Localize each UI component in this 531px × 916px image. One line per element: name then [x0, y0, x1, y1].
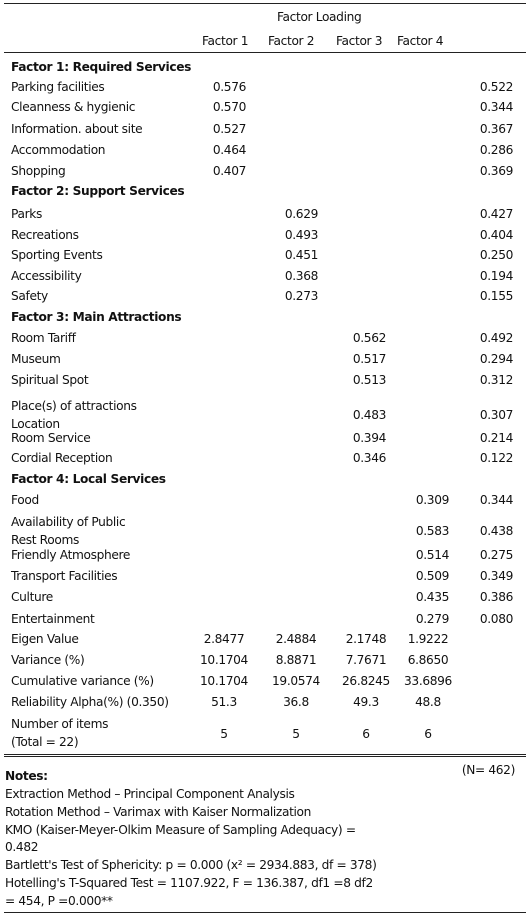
- summary-value: 6: [362, 727, 370, 741]
- notes-line: Hotelling's T-Squared Test = 1107.922, F = 136.387, df1 =8 df2: [5, 876, 373, 890]
- notes-line: KMO (Kaiser-Meyer-Olkim Measure of Sampling Adequacy) =: [5, 823, 356, 837]
- row-label: Information. about site: [11, 122, 143, 136]
- summary-value: 6.8650: [407, 653, 449, 667]
- loading-cell: 0.493: [284, 228, 318, 242]
- summary-value: 48.8: [415, 695, 441, 709]
- communality-cell: 0.349: [479, 569, 513, 583]
- notes-line: = 454, P =0.000**: [5, 894, 113, 908]
- summary-label: Eigen Value: [11, 632, 79, 646]
- communality-cell: 0.344: [479, 493, 513, 507]
- summary-label: Number of items: [11, 717, 109, 731]
- loading-cell: 0.368: [284, 269, 318, 283]
- row-label: Cleanness & hygienic: [11, 100, 136, 114]
- notes-line: Rotation Method – Varimax with Kaiser Normalization: [5, 805, 312, 819]
- summary-value: 19.0574: [272, 674, 320, 688]
- header-rule: [4, 52, 526, 53]
- loading-cell: 0.629: [284, 207, 318, 221]
- summary-value: 2.8477: [203, 632, 245, 646]
- column-header-factor-1: Factor 1: [202, 34, 249, 48]
- loading-cell: 0.514: [415, 548, 449, 562]
- summary-value: 2.4884: [275, 632, 317, 646]
- row-label: Shopping: [11, 164, 66, 178]
- communality-cell: 0.522: [479, 80, 513, 94]
- row-label: Sporting Events: [11, 248, 103, 262]
- summary-value: 36.8: [283, 695, 309, 709]
- communality-cell: 0.438: [479, 524, 513, 538]
- communality-cell: 0.307: [479, 408, 513, 422]
- section-title: Factor 2: Support Services: [11, 184, 185, 198]
- summary-label: Variance (%): [11, 653, 85, 667]
- summary-value: 51.3: [211, 695, 237, 709]
- section-title: Factor 1: Required Services: [11, 60, 192, 74]
- communality-cell: 0.294: [479, 352, 513, 366]
- notes-line: Extraction Method – Principal Component Analysis: [5, 787, 295, 801]
- row-label: Food: [11, 493, 39, 507]
- table-bottom-rule: [4, 754, 526, 755]
- loading-cell: 0.570: [212, 100, 246, 114]
- notes-line: Bartlett's Test of Sphericity: p = 0.000 (x² = 2934.883, df = 378): [5, 858, 377, 872]
- row-label: Cordial Reception: [11, 451, 113, 465]
- communality-cell: 0.080: [479, 612, 513, 626]
- row-label: Location: [11, 417, 60, 431]
- summary-value: 33.6896: [404, 674, 452, 688]
- row-label: Parks: [11, 207, 42, 221]
- communality-cell: 0.194: [479, 269, 513, 283]
- communality-cell: 0.275: [479, 548, 513, 562]
- loading-cell: 0.464: [212, 143, 246, 157]
- row-label: Safety: [11, 289, 48, 303]
- summary-label: Reliability Alpha(%) (0.350): [11, 695, 169, 709]
- loading-cell: 0.451: [284, 248, 318, 262]
- loading-cell: 0.407: [212, 164, 246, 178]
- summary-label: (Total = 22): [11, 735, 79, 749]
- row-label: Culture: [11, 590, 53, 604]
- summary-value: 8.8871: [275, 653, 317, 667]
- notes-title: Notes:: [5, 769, 48, 783]
- summary-label: Cumulative variance (%): [11, 674, 154, 688]
- row-label: Spiritual Spot: [11, 373, 89, 387]
- section-title: Factor 3: Main Attractions: [11, 310, 182, 324]
- loading-cell: 0.279: [415, 612, 449, 626]
- row-label: Friendly Atmosphere: [11, 548, 131, 562]
- column-header-factor-2: Factor 2: [268, 34, 315, 48]
- row-label: Museum: [11, 352, 61, 366]
- notes-line: 0.482: [5, 840, 39, 854]
- communality-cell: 0.427: [479, 207, 513, 221]
- summary-value: 10.1704: [200, 653, 248, 667]
- loading-cell: 0.583: [415, 524, 449, 538]
- loading-cell: 0.509: [415, 569, 449, 583]
- row-label: Entertainment: [11, 612, 95, 626]
- row-label: Availability of Public: [11, 515, 126, 529]
- summary-value: 26.8245: [342, 674, 390, 688]
- loading-cell: 0.435: [415, 590, 449, 604]
- summary-value: 6: [424, 727, 432, 741]
- row-label: Place(s) of attractions: [11, 399, 137, 413]
- communality-cell: 0.367: [479, 122, 513, 136]
- row-label: Room Service: [11, 431, 91, 445]
- loading-cell: 0.517: [352, 352, 386, 366]
- loading-cell: 0.562: [352, 331, 386, 345]
- loading-cell: 0.273: [284, 289, 318, 303]
- summary-value: 49.3: [353, 695, 379, 709]
- summary-value: 1.9222: [407, 632, 449, 646]
- communality-cell: 0.155: [479, 289, 513, 303]
- sample-size: (N= 462): [461, 763, 515, 777]
- summary-value: 5: [220, 727, 228, 741]
- communality-cell: 0.122: [479, 451, 513, 465]
- loading-cell: 0.309: [415, 493, 449, 507]
- communality-cell: 0.214: [479, 431, 513, 445]
- section-title: Factor 4: Local Services: [11, 472, 166, 486]
- summary-value: 5: [292, 727, 300, 741]
- top-rule: [4, 3, 526, 4]
- communality-cell: 0.369: [479, 164, 513, 178]
- row-label: Parking facilities: [11, 80, 105, 94]
- factor-loading-heading: Factor Loading: [277, 10, 362, 24]
- communality-cell: 0.344: [479, 100, 513, 114]
- row-label: Room Tariff: [11, 331, 76, 345]
- notes-top-rule: [4, 756, 526, 757]
- loading-cell: 0.576: [212, 80, 246, 94]
- row-label: Transport Facilities: [11, 569, 118, 583]
- column-header-factor-4: Factor 4: [397, 34, 444, 48]
- row-label: Accommodation: [11, 143, 106, 157]
- communality-cell: 0.386: [479, 590, 513, 604]
- communality-cell: 0.250: [479, 248, 513, 262]
- bottom-rule: [4, 912, 526, 913]
- row-label: Recreations: [11, 228, 79, 242]
- loading-cell: 0.483: [352, 408, 386, 422]
- summary-value: 2.1748: [345, 632, 387, 646]
- row-label: Accessibility: [11, 269, 82, 283]
- loading-cell: 0.527: [212, 122, 246, 136]
- column-header-factor-3: Factor 3: [336, 34, 383, 48]
- communality-cell: 0.404: [479, 228, 513, 242]
- loading-cell: 0.513: [352, 373, 386, 387]
- communality-cell: 0.286: [479, 143, 513, 157]
- summary-value: 7.7671: [345, 653, 387, 667]
- communality-cell: 0.492: [479, 331, 513, 345]
- summary-value: 10.1704: [200, 674, 248, 688]
- communality-cell: 0.312: [479, 373, 513, 387]
- loading-cell: 0.346: [352, 451, 386, 465]
- row-label: Rest Rooms: [11, 533, 79, 547]
- loading-cell: 0.394: [352, 431, 386, 445]
